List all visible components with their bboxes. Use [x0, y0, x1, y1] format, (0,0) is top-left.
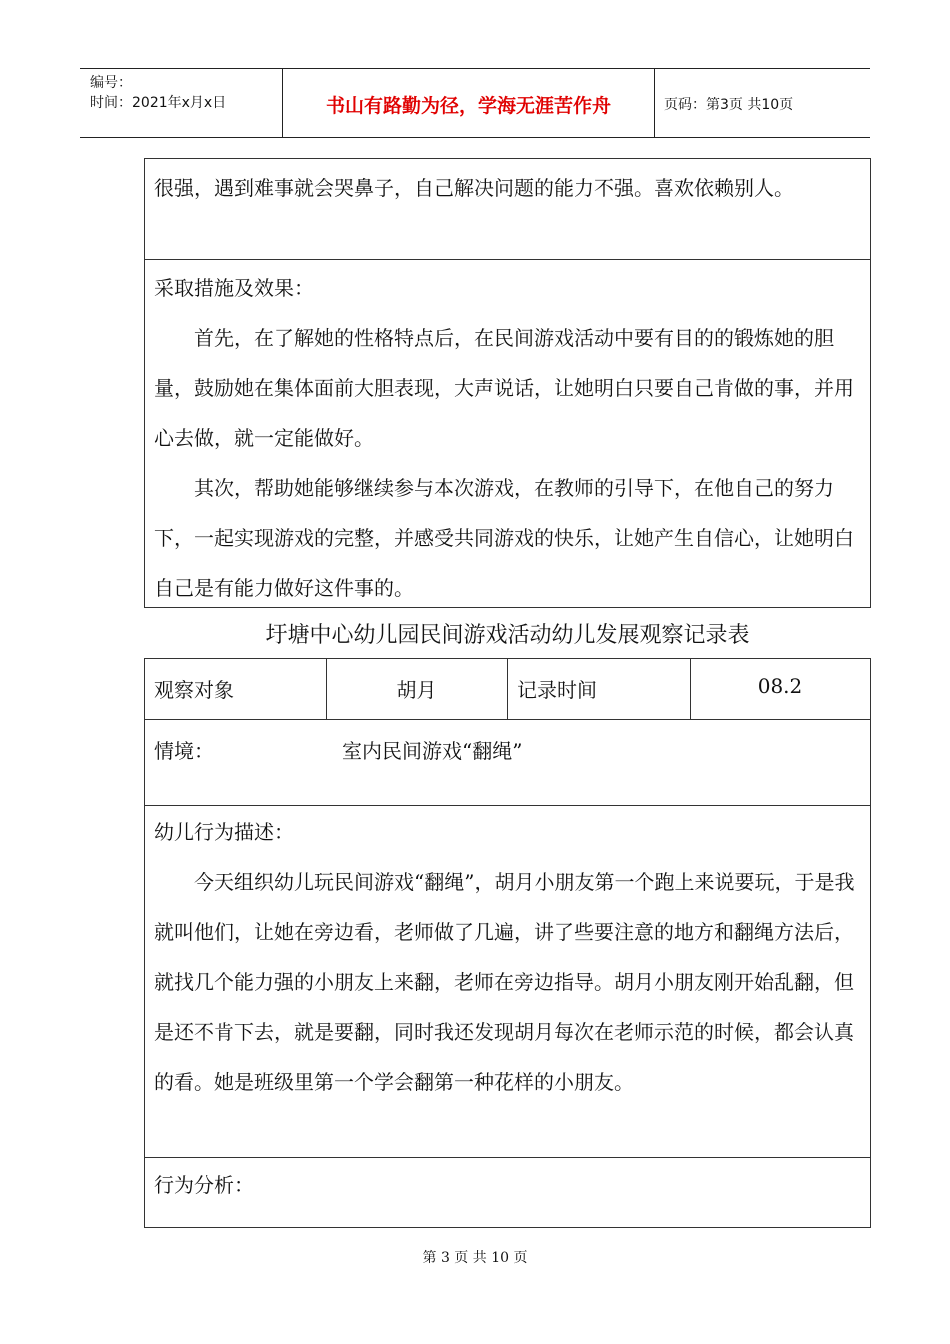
- row-divider: [145, 805, 870, 806]
- situation-label: 情境：: [154, 739, 214, 763]
- code-label: 编号：: [90, 75, 132, 91]
- measure-paragraph: 其次，帮助她能够继续参与本次游戏，在教师的引导下，在他自己的努力下，一起实现游戏的完整，并感受共同游戏的快乐，让她产生自信心，让她明白自己是有能力做好这件事的。: [154, 476, 854, 600]
- behavior-cell: [154, 807, 861, 1107]
- continuation-text: 很强，遇到难事就会哭鼻子，自己解决问题的能力不强。喜欢依赖别人。: [154, 176, 794, 200]
- row-divider: [145, 1157, 870, 1158]
- behavior-label: 幼儿行为描述：: [154, 820, 294, 844]
- situation-value: 室内民间游戏“翻绳”: [342, 739, 523, 763]
- time-value: 08.2: [757, 674, 803, 698]
- header-motto: 书山有路勤为径，学海无涯苦作舟: [325, 95, 611, 117]
- header-divider: [654, 69, 655, 137]
- measures-label: 采取措施及效果：: [154, 276, 314, 300]
- analysis-label: 行为分析：: [154, 1173, 254, 1197]
- measure-paragraph: 首先，在了解她的性格特点后，在民间游戏活动中要有目的的锻炼她的胆量，鼓励她在集体面前大胆表现，大声说话，让她明白只要自己肯做的事，并用心去做，就一定能做好。: [154, 326, 854, 450]
- row-divider: [145, 719, 870, 720]
- measures-cell: [154, 263, 861, 613]
- time-label: 记录时间: [517, 678, 597, 702]
- header-page-info: 页码：第3页 共10页: [664, 97, 794, 113]
- date-label: 时间：2021年x月x日: [90, 95, 227, 111]
- column-divider: [507, 659, 508, 719]
- continuation-cell: [154, 163, 861, 213]
- continuation-table: [144, 158, 871, 608]
- observe-value: 胡月: [396, 678, 437, 702]
- observe-label: 观察对象: [154, 678, 234, 702]
- row-divider: [145, 259, 870, 260]
- header-meta: [90, 73, 226, 113]
- page-footer: 第 3 页 共 10 页: [422, 1250, 528, 1266]
- page-header: [80, 68, 870, 138]
- behavior-text: 今天组织幼儿玩民间游戏“翻绳”，胡月小朋友第一个跑上来说要玩，于是我就叫他们，让她在旁边看，老师做了几遍，讲了些要注意的地方和翻绳方法后，就找几个能力强的小朋友上来翻，老师在旁边指导。胡月小朋友刚开始乱翻，但是还不肯下去，就是要翻，同时我还发现胡月每次在老师示范的时候，都会认真的看。她是班级里第一个学会翻第一种花样的小朋友。: [154, 870, 855, 1094]
- record-table-title: 圩塘中心幼儿园民间游戏活动幼儿发展观察记录表: [265, 623, 750, 648]
- observation-record-table: [144, 658, 871, 1228]
